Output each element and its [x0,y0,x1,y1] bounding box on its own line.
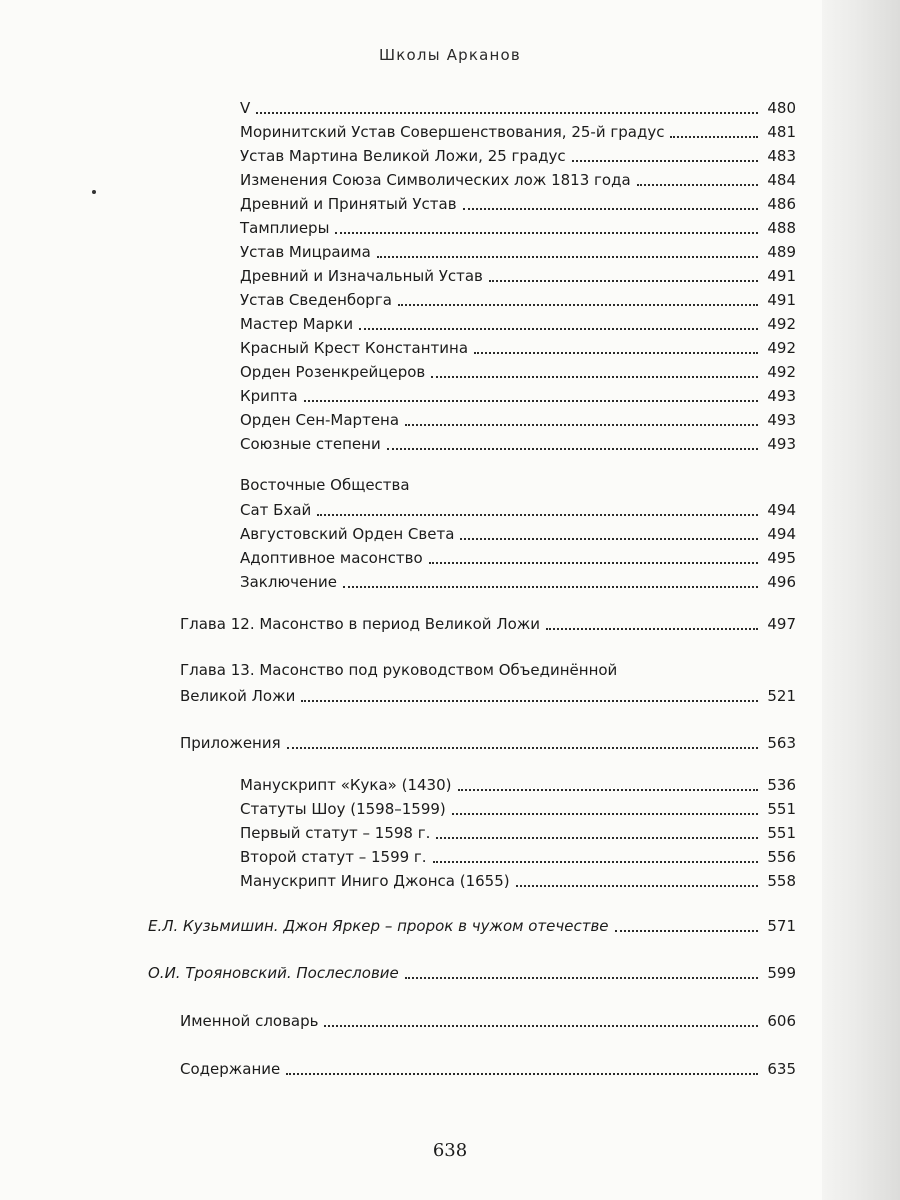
toc-entry-label: Мастер Марки [240,315,354,333]
dot-leader [317,513,758,516]
toc-entry-label: Изменения Союза Символических лож 1813 года [240,171,631,189]
toc-essay [148,916,796,936]
toc-entry [240,799,796,819]
toc-entry-label: Августовский Орден Света [240,525,455,543]
dot-leader [335,231,758,234]
toc-essay [148,963,796,983]
dot-leader [286,1072,758,1075]
dot-leader [458,788,759,791]
toc-entry-label: V [240,99,251,117]
toc-entry-label: Адоптивное масонство [240,549,423,567]
toc-entry-page: 493 [767,411,796,429]
toc-entry-label: Сат Бхай [240,501,312,519]
toc-entry [240,314,796,334]
toc-entry [240,410,796,430]
toc-entry-page: 493 [767,435,796,453]
dot-leader [452,812,758,815]
toc-entry-label: Древний и Изначальный Устав [240,267,483,285]
toc-chapter [180,1059,796,1079]
toc-entry [240,386,796,406]
toc-entry [240,500,796,520]
toc-entry [240,242,796,262]
print-speck [92,190,96,194]
toc-entry-label: Орден Сен-Мартена [240,411,400,429]
toc-entry-label: Устав Мартина Великой Ложи, 25 градус [240,147,566,165]
dot-leader [516,884,758,887]
dot-leader [398,303,758,306]
dot-leader [359,327,758,330]
essay-title: Послесловие [296,964,399,982]
toc-entry-page: 488 [767,219,796,237]
toc-entry-label: Великой Ложи [180,687,296,705]
toc-entry [240,218,796,238]
toc-entry-page: 635 [767,1060,796,1078]
toc-entry-label: Манускрипт «Кука» (1430) [240,776,452,794]
toc-chapter [180,1011,796,1031]
toc-entry-label: Глава 12. Масонство в период Великой Ложи [180,615,541,633]
toc-entry-page: 492 [767,363,796,381]
toc-entry-page: 491 [767,267,796,285]
dot-leader [304,399,758,402]
toc-entry [240,871,796,891]
toc-entry-page: 495 [767,549,796,567]
toc-entry-label: Тамплиеры [240,219,330,237]
toc-entry-label: Приложения [180,734,281,752]
toc-entry-label: Союзные степени [240,435,381,453]
toc-entry-page: 480 [767,99,796,117]
toc-chapter [180,733,796,753]
toc-chapter-line1: Глава 13. Масонство под руководством Объединённой [180,661,618,679]
toc-entry-label: Манускрипт Иниго Джонса (1655) [240,872,510,890]
toc-entry-label: Содержание [180,1060,281,1078]
toc-entry-page: 551 [767,824,796,842]
dot-leader [572,159,758,162]
dot-leader [405,976,758,979]
toc-entry-page: 483 [767,147,796,165]
toc-entry [240,572,796,592]
toc-entry-page: 494 [767,525,796,543]
toc-entry [240,847,796,867]
dot-leader [474,351,758,354]
toc-entry-page: 497 [767,615,796,633]
dot-leader [405,423,758,426]
toc-entry-page: 521 [767,687,796,705]
toc-entry-page: 486 [767,195,796,213]
toc-entry-page: 491 [767,291,796,309]
toc-entry [240,823,796,843]
dot-leader [343,585,758,588]
dot-leader [670,135,758,138]
toc-entry-page: 606 [767,1012,796,1030]
toc-entry-page: 556 [767,848,796,866]
dot-leader [546,627,758,630]
toc-chapter [180,686,796,706]
toc-chapter [180,614,796,634]
toc-entry-page: 494 [767,501,796,519]
toc-entry-page: 599 [767,964,796,982]
toc-entry-page: 481 [767,123,796,141]
toc-entry-label: Именной словарь [180,1012,319,1030]
dot-leader [460,537,758,540]
dot-leader [433,860,758,863]
dot-leader [256,111,758,114]
page-number: 638 [432,1140,468,1161]
toc-entry [240,434,796,454]
toc-entry [240,524,796,544]
toc-entry-label: Статуты Шоу (1598–1599) [240,800,446,818]
toc-entry-label: Второй статут – 1599 г. [240,848,427,866]
dot-leader [287,746,758,749]
essay-author: Е.Л. Кузьмишин. [148,917,279,935]
dot-leader [637,183,758,186]
toc-entry-page: 493 [767,387,796,405]
toc-entry [240,266,796,286]
toc-entry-page: 496 [767,573,796,591]
toc-entry [240,338,796,358]
toc-entry-label: Красный Крест Константина [240,339,469,357]
toc-entry-label: Заключение [240,573,337,591]
toc-entry-page: 492 [767,339,796,357]
toc-entry-page: 558 [767,872,796,890]
running-head: Школы Арканов [379,46,521,64]
toc-entry-label: Древний и Принятый Устав [240,195,457,213]
toc-entry-label: Моринитский Устав Совершенствования, 25-й градус [240,123,665,141]
toc-entry-page: 571 [767,917,796,935]
toc-entry [240,362,796,382]
toc-entry-page: 551 [767,800,796,818]
dot-leader [301,699,758,702]
dot-leader [615,929,758,932]
toc-entry-label: Устав Мицраима [240,243,371,261]
section-heading: Восточные Общества [240,476,410,494]
toc-entry-page: 492 [767,315,796,333]
toc-entry-page: 484 [767,171,796,189]
toc-entry [240,146,796,166]
toc-entry [240,775,796,795]
toc-entry-page: 489 [767,243,796,261]
dot-leader [436,836,758,839]
toc-entry [240,122,796,142]
essay-author: О.И. Трояновский. [148,964,292,982]
toc-entry-page: 563 [767,734,796,752]
page-gutter-shadow [822,0,900,1200]
toc-entry [240,170,796,190]
toc-entry-label: Первый статут – 1598 г. [240,824,431,842]
toc-entry [240,290,796,310]
toc-entry [240,194,796,214]
dot-leader [463,207,758,210]
toc-entry-label: Крипта [240,387,298,405]
dot-leader [324,1024,758,1027]
dot-leader [489,279,758,282]
dot-leader [431,375,758,378]
dot-leader [387,447,758,450]
dot-leader [429,561,758,564]
essay-title: Джон Яркер – пророк в чужом отечестве [283,917,609,935]
toc-entry [240,548,796,568]
toc-entry-page: 536 [767,776,796,794]
toc-entry-label: Устав Сведенборга [240,291,392,309]
dot-leader [377,255,758,258]
toc-entry-label: Орден Розенкрейцеров [240,363,426,381]
toc-entry [240,98,796,118]
